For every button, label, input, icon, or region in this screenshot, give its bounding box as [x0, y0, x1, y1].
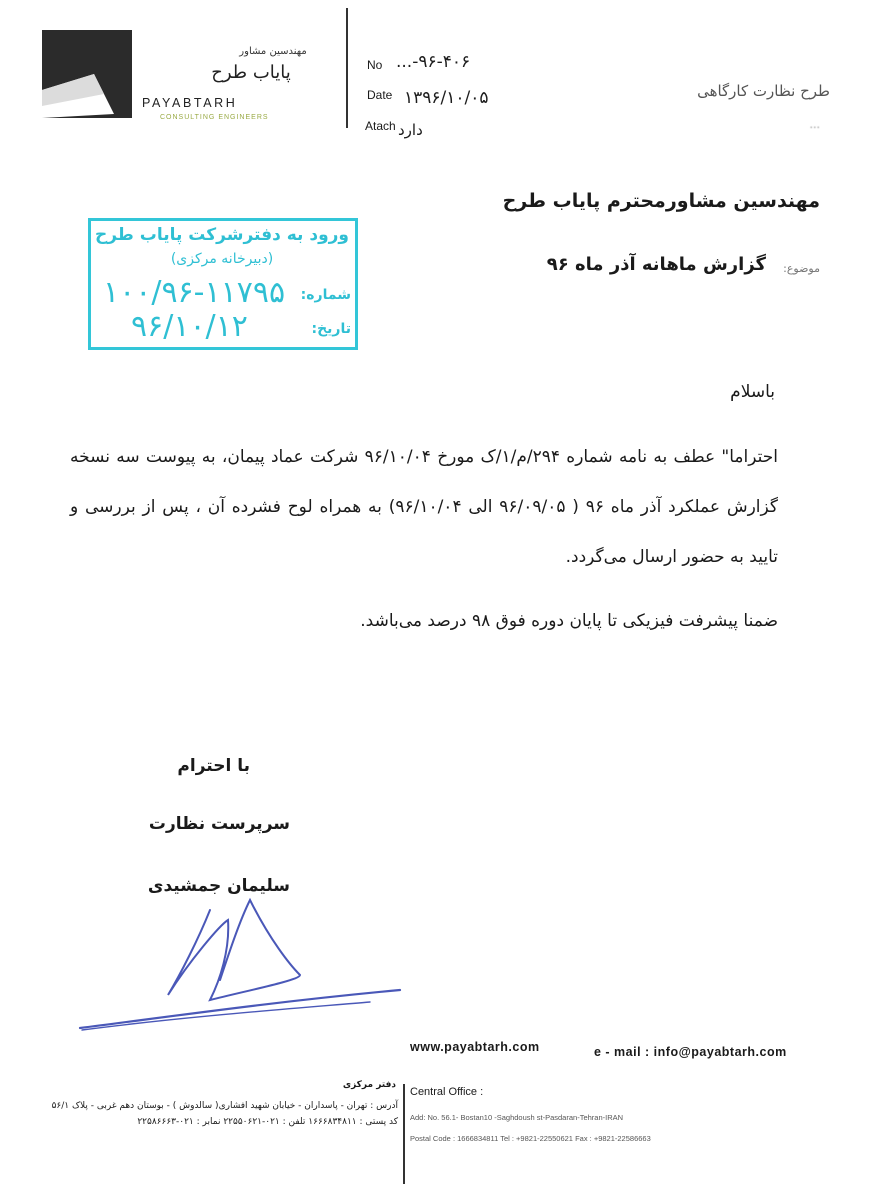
footer-address-fa — [22, 1098, 398, 1130]
footer-contacts-fa-line: کد پستی : ۱۶۶۶۸۳۴۸۱۱ تلفن : ۰۲۱-۲۲۵۵۰۶۲۱ نمابر : ۰۲۱-۲۲۵۸۶۶۶۳ — [137, 1117, 398, 1127]
stamp-number: ۱۰۰/۹۶-۱۱۷۹۵ — [103, 275, 286, 310]
footer-email-link[interactable]: e - mail : info@payabtarh.com — [594, 1045, 787, 1059]
signatory-name: سلیمان جمشیدی — [147, 876, 290, 896]
footer-office-title-en: Central Office : — [410, 1086, 484, 1098]
letter-date-value: ۱۳۹۶/۱۰/۰۵ — [404, 88, 489, 108]
letter-number-value: ۹۶-۴۰۶-... — [396, 52, 471, 72]
brand-name-fa: پایاب طرح — [211, 62, 291, 83]
letter-date-label: Date — [367, 88, 393, 102]
stamp-number-label: شماره: — [300, 287, 351, 303]
brand-tagline-fa: مهندسین مشاور — [239, 46, 307, 57]
body-paragraph-2: ضمنا پیشرفت فیزیکی تا پایان دوره فوق ۹۸ درصد می‌باشد. — [360, 611, 778, 631]
subject-line: گزارش ماهانه آذر ماه ۹۶ — [546, 254, 766, 275]
footer-office-title-fa: دفتر مرکزی — [342, 1080, 396, 1090]
footer-address-en — [410, 1107, 740, 1149]
attachment-value: دارد — [398, 121, 423, 139]
closing-regards: با احترام — [177, 756, 250, 776]
handwritten-signature — [70, 880, 410, 1044]
stamp-date: ۹۶/۱۰/۱۲ — [131, 309, 248, 344]
stamp-date-label: تاریخ: — [311, 321, 351, 337]
footer-address-fa-line: آدرس : تهران - پاسداران - خیابان شهید افشاری( سالدوش ) - بوستان دهم غربی - پلاک ۵۶/۱ — [51, 1101, 398, 1111]
footer-divider — [403, 1084, 405, 1184]
footer-address-en-line: Add: No. 56.1- Bostan10 -Saghdoush st-Pasdaran-Tehran-IRAN — [410, 1113, 624, 1122]
letter-number-label: No — [367, 58, 383, 72]
received-stamp — [88, 218, 358, 350]
greeting: باسلام — [730, 382, 775, 402]
header-divider — [346, 8, 348, 128]
project-header: طرح نظارت کارگاهی — [697, 82, 830, 100]
attachment-label: Atach — [365, 119, 396, 133]
company-logo — [42, 30, 132, 118]
brand-subtitle-en: CONSULTING ENGINEERS — [160, 114, 269, 121]
footer-contacts-en-line: Postal Code : 1666834811 Tel : +9821-22550621 Fax : +9821-22586663 — [410, 1134, 651, 1143]
brand-name-en: PAYABTARH — [142, 96, 238, 110]
stamp-subtitle: (دبیرخانه مرکزی) — [170, 251, 274, 267]
signatory-position: سرپرست نظارت — [148, 814, 290, 834]
footer-website-link[interactable]: www.payabtarh.com — [410, 1040, 540, 1054]
body-paragraph-1: احتراما" عطف به نامه شماره ۲۹۴/م/۱/ک مورخ ۹۶/۱۰/۰۴ شرکت عماد پیمان، به پیوست سه نسخه گزارش عملکرد آذر ماه ۹۶ ( ۹۶/۰۹/۰۵ الی ۹۶/۱۰/۰۴) به همراه لوح فشرده آن ، پس از بررسی و تایید به حضور ارسال می‌گردد. — [70, 447, 779, 567]
recipient-line: مهندسین مشاورمحترم پایاب طرح — [502, 190, 820, 212]
stamp-title: ورود به دفترشرکت پایاب طرح — [94, 225, 349, 245]
project-subheader: ... — [809, 118, 820, 131]
subject-label: موضوع: — [783, 262, 820, 275]
